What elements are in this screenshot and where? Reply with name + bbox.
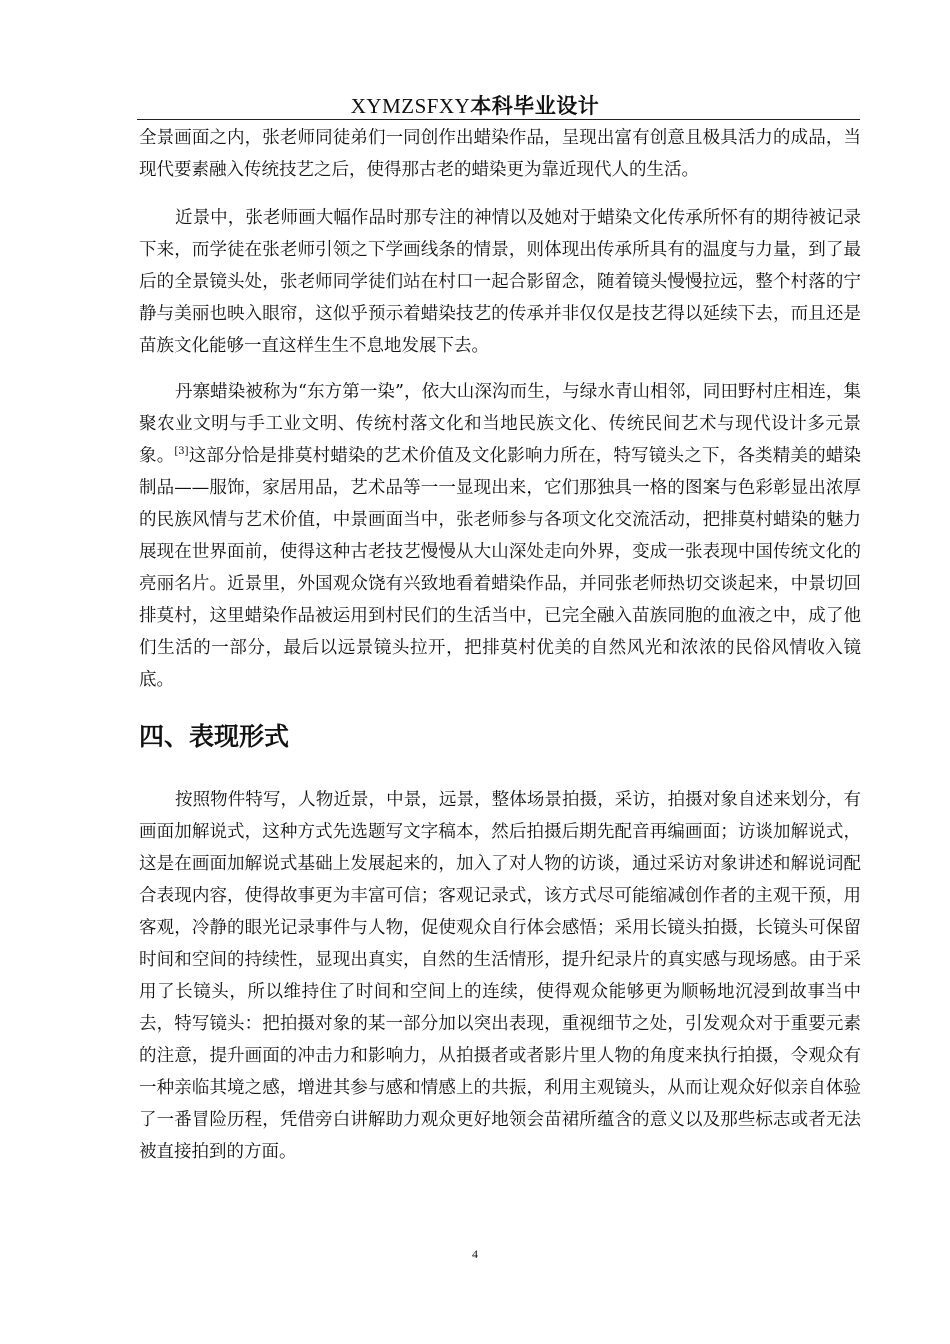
page-number: 4 [472,1247,478,1261]
body-paragraph-1: 全景画面之内，张老师同徒弟们一同创作出蜡染作品，呈现出富有创意且极具活力的成品，当现代要素融入传统技艺之后，使得那古老的蜡染更为靠近现代人的生活。 [139,128,861,180]
paragraph-3-text-before-citation: 丹寨蜡染被称为“东方第一染”，依大山深沟而生，与绿水青山相邻，同田野村庄相连，集聚农业文明与手工业文明、传统村落文化和当地民族文化、传统民间艺术与现代设计多元景象。 [139,382,861,466]
paragraph-3-text-after-citation: 这部分恰是排莫村蜡染的艺术价值及文化影响力所在，特写镜头之下，各类精美的蜡染制品——服饰，家居用品，艺术品等一一显现出来，它们那独具一格的图案与色彩彰显出浓厚的民族风情与艺术价值，中景画面当中，张老师参与各项文化交流活动，把排莫村蜡染的魅力展现在世界面前，使得这种古老技艺慢慢从大山深处走向外界，变成一张表现中国传统文化的亮丽名片。近景里，外国观众饶有兴致地看着蜡染作品，并同张老师热切交谈起来，中景切回排莫村，这里蜡染作品被运用到村民们的生活当中，已完全融入苗族同胞的血液之中，成了他们生活的一部分，最后以远景镜头拉开，把排莫村优美的自然风光和浓浓的民俗风情收入镜底。 [139,446,862,690]
body-paragraph-4: 按照物件特写，人物近景，中景，远景，整体场景拍摄，采访，拍摄对象自述来划分，有画面加解说式，这种方式先选题写文字稿本，然后拍摄后期先配音再编画面；访谈加解说式，这是在画面加解说式基础上发展起来的，加入了对人物的访谈，通过采访对象讲述和解说词配合表现内容，使得故事更为丰富可信；客观记录式，该方式尽可能缩减创作者的主观干预，用客观，冷静的眼光记录事件与人物，促使观众自行体会感悟；采用长镜头拍摄，长镜头可保留时间和空间的持续性，显现出真实，自然的生活情形，提升纪录片的真实感与现场感。由于采用了长镜头，所以维持住了时间和空间上的连续，使得观众能够更为顺畅地沉浸到故事当中去，特写镜头：把拍摄对象的某一部分加以突出表现，重视细节之处，引发观众对于重要元素的注意，提升画面的冲击力和影响力，从拍摄者或者影片里人物的角度来执行拍摄，令观众有一种亲临其境之感，增进其参与感和情感上的共振，利用主观镜头，从而让观众好似亲自体验了一番冒险历程，凭借旁白讲解助力观众更好地领会苗裙所蕴含的意义以及那些标志或者无法被直接拍到的方面。 [139,790,861,1162]
citation-reference: [3] [174,446,189,458]
section-heading: 四、表现形式 [139,722,290,751]
header-school-code: XYMZSFXY [350,94,471,118]
body-paragraph-2: 近景中，张老师画大幅作品时那专注的神情以及她对于蜡染文化传承所怀有的期待被记录下来，而学徒在张老师引领之下学画线条的情景，则体现出传承所具有的温度与力量，到了最后的全景镜头处，张老师同学徒们站在村口一起合影留念，随着镜头慢慢拉远，整个村落的宁静与美丽也映入眼帘，这似乎预示着蜡染技艺的传承并非仅仅是技艺得以延续下去，而且还是苗族文化能够一直这样生生不息地发展下去。 [139,208,861,356]
header-divider [137,119,860,120]
page-header [0,92,950,120]
header-title: 本科毕业设计 [470,94,600,118]
body-paragraph-3 [139,376,861,696]
